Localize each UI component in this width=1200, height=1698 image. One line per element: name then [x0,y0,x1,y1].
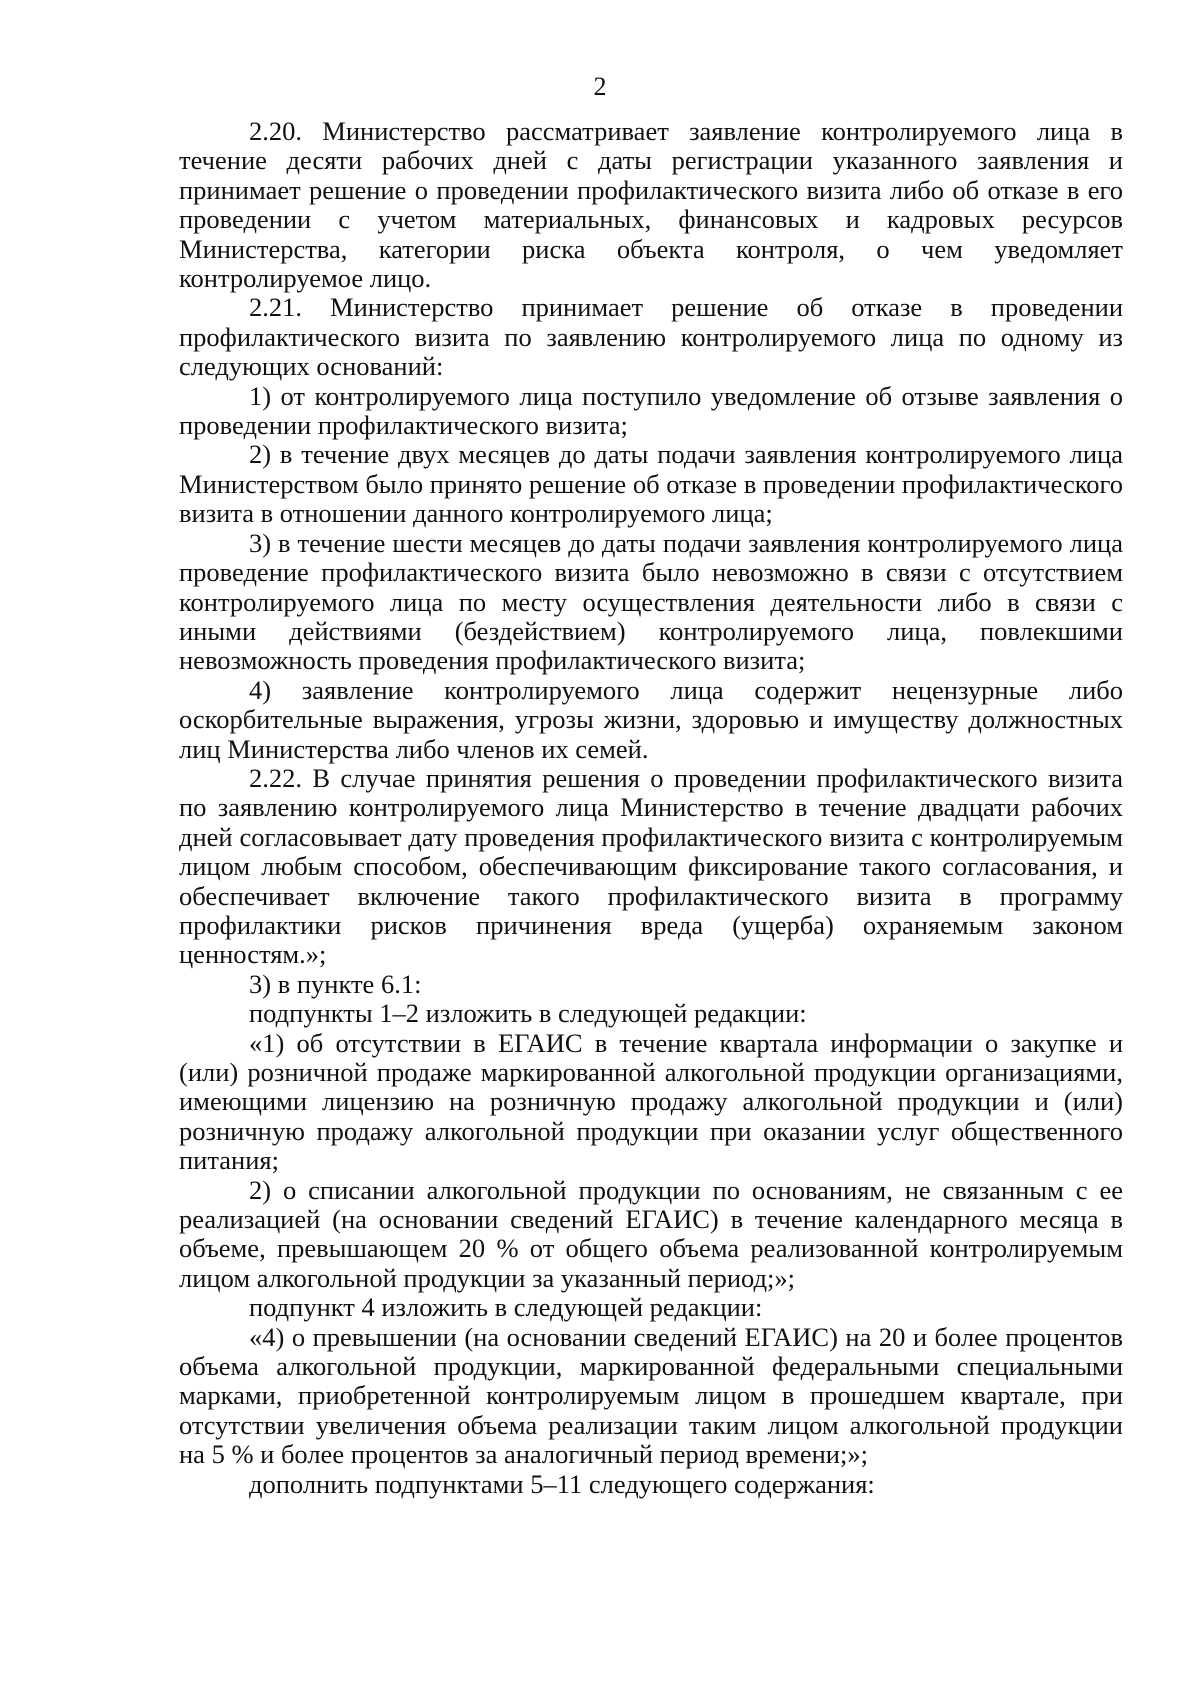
document-body [179,117,1123,1499]
amendment-instruction-subitems-5-11: дополнить подпунктами 5–11 следующего содержания: [249,1468,875,1499]
list-item-1: 1) от контролируемого лица поступило уведомление об отзыве заявления о проведении профилактического визита; [179,380,1123,441]
list-item-4: 4) заявление контролируемого лица содержит нецензурные либо оскорбительные выражения, угрозы жизни, здоровью и имуществу должностных лиц Министерства либо членов их семей. [179,674,1123,764]
page-number: 2 [593,72,607,101]
paragraph-2-22: 2.22. В случае принятия решения о проведении профилактического визита по заявлению контролируемого лица Министерство в течение двадцати рабочих дней согласовывает дату проведения профилактического визита с контролируемым лицом любым способом, обеспечивающим фиксирование такого согласования, и обеспечивает включение такого профилактического визита в программу профилактики рисков причинения вреда (ущерба) охраняемым законом ценностям.»; [179,762,1123,970]
paragraph-2-21: 2.21. Министерство принимает решение об отказе в проведении профилактического визита по заявлению контролируемого лица по одному из следующих оснований: [179,292,1123,382]
subitem-2: 2) о списании алкогольной продукции по основаниям, не связанным с ее реализацией (на основании сведений ЕГАИС) в течение календарного месяца в объеме, превышающем 20 % от общего объема реализованной контролируемым лицом алкогольной продукции за указанный период;»; [179,1174,1123,1293]
subitem-4: «4) о превышении (на основании сведений ЕГАИС) на 20 и более процентов объема алкогольной продукции, маркированной федеральными специальными марками, приобретенной контролируемым лицом в прошедшем квартале, при отсутствии увеличения объема реализации таким лицом алкогольной продукции на 5 % и более процентов за аналогичный период времени;»; [179,1321,1123,1470]
amendment-instruction-subitems-1-2: подпункты 1–2 изложить в следующей редакции: [249,998,807,1029]
amendment-item-3: 3) в пункте 6.1: [249,968,422,999]
list-item-3: 3) в течение шести месяцев до даты подачи заявления контролируемого лица проведение профилактического визита было невозможно в связи с отсутствием контролируемого лица по месту осуществления деятельности либо в связи с иными действиями (бездействием) контролируемого лица, повлекшими невозможность проведения профилактического визита; [179,527,1123,676]
list-item-2: 2) в течение двух месяцев до даты подачи заявления контролируемого лица Министерством было принято решение об отказе в проведении профилактического визита в отношении данного контролируемого лица; [179,439,1123,529]
paragraph-2-20: 2.20. Министерство рассматривает заявление контролируемого лица в течение десяти рабочих дней с даты регистрации указанного заявления и принимает решение о проведении профилактического визита либо об отказе в его проведении с учетом материальных, финансовых и кадровых ресурсов Министерства, категории риска объекта контроля, о чем уведомляет контролируемое лицо. [179,116,1123,294]
amendment-instruction-subitem-4: подпункт 4 изложить в следующей редакции: [249,1292,763,1323]
subitem-1: «1) об отсутствии в ЕГАИС в течение квартала информации о закупке и (или) розничной продаже маркированной алкогольной продукции организациями, имеющими лицензию на розничную продажу алкогольной продукции и (или) розничную продажу алкогольной продукции при оказании услуг общественного питания; [179,1027,1123,1176]
